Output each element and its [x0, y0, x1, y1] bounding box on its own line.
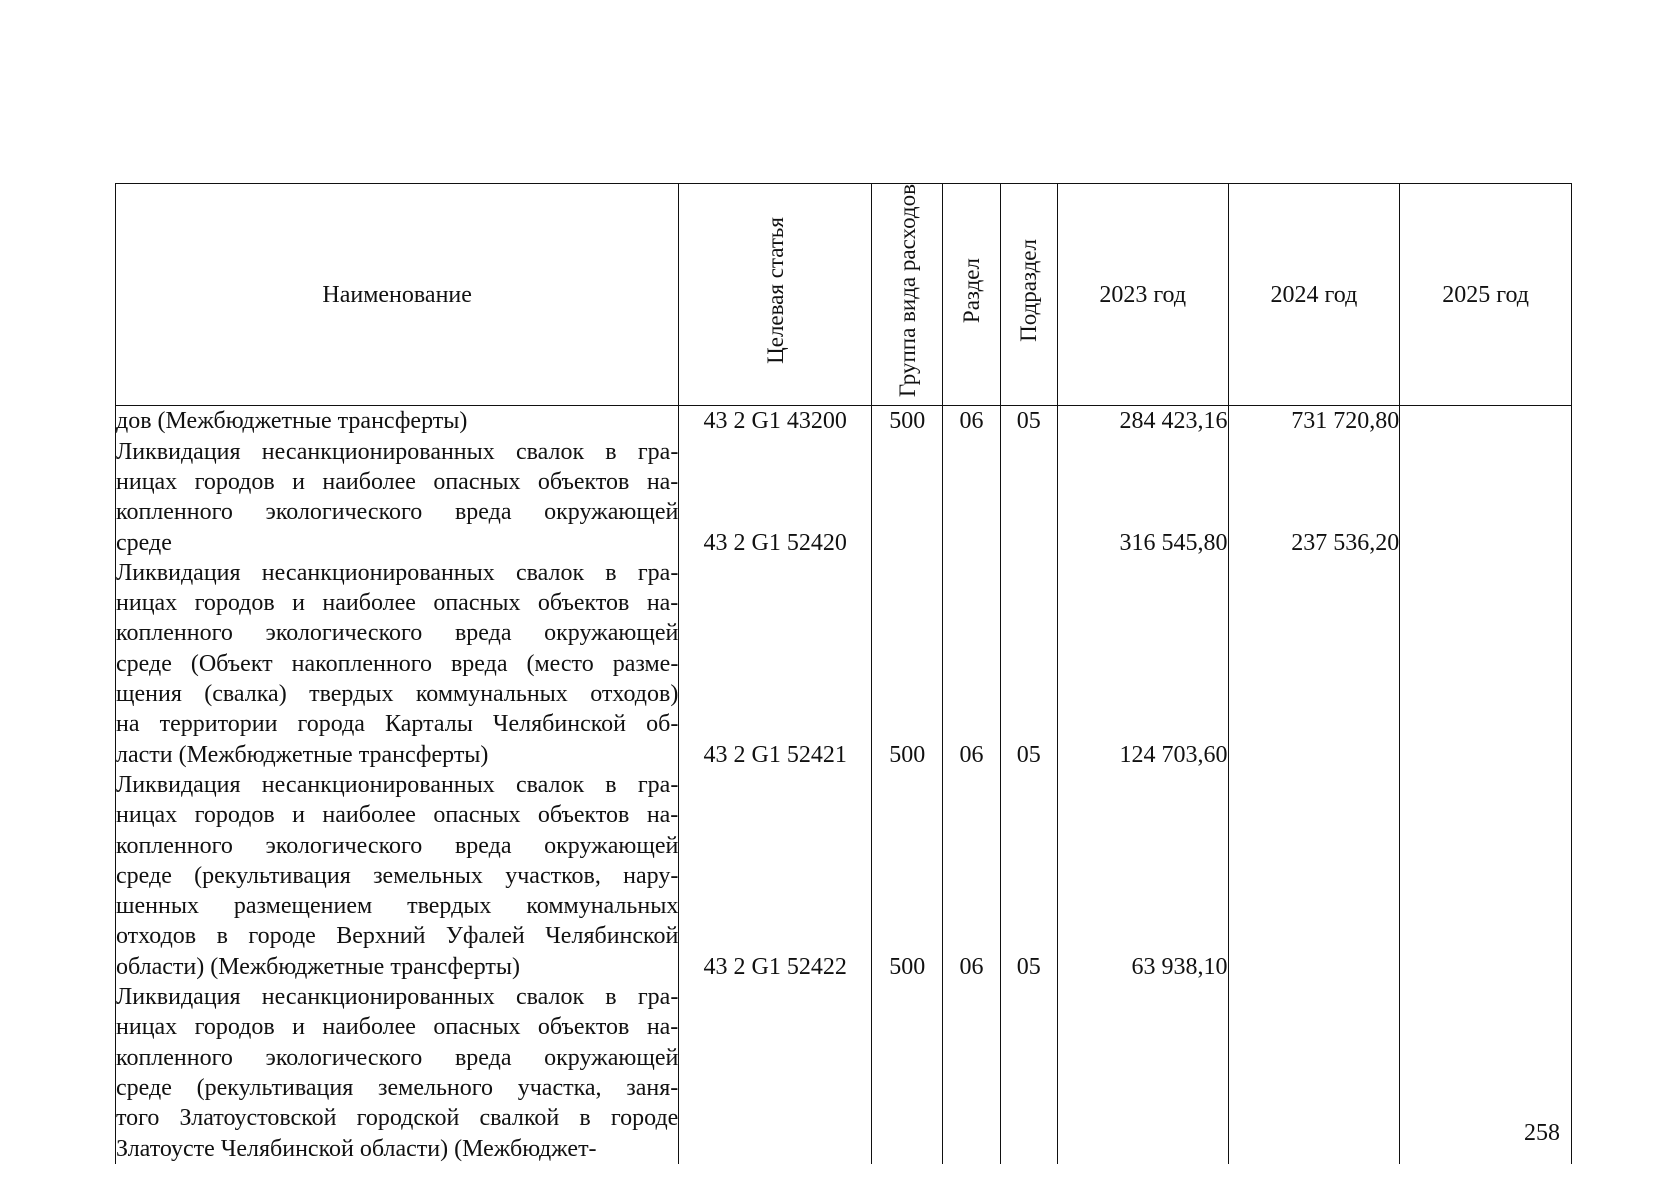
- header-year-2024: 2024 год: [1228, 184, 1400, 406]
- row-subsection: 05: [1000, 770, 1057, 982]
- row-expense-group: 500: [872, 558, 943, 770]
- header-section: Раздел: [943, 184, 1000, 406]
- row-name-line: ницах городов и наиболее опасных объектов на-: [116, 1014, 679, 1041]
- row-amount-2025: [1400, 770, 1572, 982]
- row-target-article: 43 2 G1 52420: [679, 437, 872, 558]
- row-section: 06: [943, 558, 1000, 770]
- row-name-line: среде (Объект накопленного вреда (место разме-: [116, 650, 679, 677]
- row-name-line: шенных размещением твердых коммунальных: [116, 893, 679, 920]
- row-name-line: копленного экологического вреда окружающей: [116, 499, 679, 526]
- row-name-line: среде (рекультивация земельного участка, заня-: [116, 1074, 679, 1101]
- row-name: [116, 437, 679, 558]
- row-subsection: [1000, 982, 1057, 1164]
- row-name-line: среде: [116, 529, 172, 556]
- row-name-line: ласти (Межбюджетные трансферты): [116, 741, 489, 768]
- row-expense-group: [872, 437, 943, 558]
- row-name-line: области) (Межбюджетные трансферты): [116, 953, 521, 980]
- row-name: [116, 406, 679, 437]
- table-row: [116, 406, 1572, 437]
- row-name-line: на территории города Карталы Челябинской об-: [116, 711, 679, 738]
- row-name-line: Златоусте Челябинской области) (Межбюджет-: [116, 1135, 597, 1162]
- row-section: [943, 437, 1000, 558]
- row-name-line: среде (рекультивация земельных участков, нару-: [116, 862, 679, 889]
- row-target-article: 43 2 G1 52422: [679, 770, 872, 982]
- row-subsection: 05: [1000, 558, 1057, 770]
- row-amount-2025: [1400, 437, 1572, 558]
- table-row: [116, 558, 1572, 770]
- row-name-line: Ликвидация несанкционированных свалок в гра-: [116, 771, 679, 798]
- row-name-line: отходов в городе Верхний Уфалей Челябинской: [116, 923, 679, 950]
- row-amount-2024: [1228, 982, 1400, 1164]
- row-section: [943, 982, 1000, 1164]
- row-subsection: 05: [1000, 406, 1057, 437]
- row-name-line: Ликвидация несанкционированных свалок в гра-: [116, 438, 679, 465]
- row-name: [116, 558, 679, 770]
- row-amount-2023: 316 545,80: [1057, 437, 1228, 558]
- row-name-line: ницах городов и наиболее опасных объектов на-: [116, 802, 679, 829]
- row-section: 06: [943, 770, 1000, 982]
- row-amount-2025: [1400, 406, 1572, 437]
- row-name-line: щения (свалка) твердых коммунальных отходов): [116, 681, 679, 708]
- row-expense-group: 500: [872, 770, 943, 982]
- row-subsection: [1000, 437, 1057, 558]
- row-name-line: копленного экологического вреда окружающей: [116, 620, 679, 647]
- table-row: [116, 770, 1572, 982]
- row-name-line: Ликвидация несанкционированных свалок в гра-: [116, 559, 679, 586]
- header-expense-group: Группа вида расходов: [872, 184, 943, 406]
- row-amount-2024: 731 720,80: [1228, 406, 1400, 437]
- row-name-line: ницах городов и наиболее опасных объектов на-: [116, 468, 679, 495]
- header-year-2025: 2025 год: [1400, 184, 1572, 406]
- header-name: Наименование: [116, 184, 679, 406]
- row-amount-2024: [1228, 770, 1400, 982]
- row-name: [116, 982, 679, 1164]
- header-year-2023: 2023 год: [1057, 184, 1228, 406]
- row-expense-group: 500: [872, 406, 943, 437]
- row-name-line: дов (Межбюджетные трансферты): [116, 408, 468, 435]
- row-name-line: копленного экологического вреда окружающей: [116, 832, 679, 859]
- table-row: [116, 982, 1572, 1164]
- page-number: 258: [1524, 1120, 1560, 1146]
- row-amount-2023: [1057, 982, 1228, 1164]
- budget-table: [115, 183, 1572, 1164]
- row-amount-2023: 284 423,16: [1057, 406, 1228, 437]
- row-name-line: того Златоустовской городской свалкой в городе: [116, 1105, 679, 1132]
- header-subsection: Подраздел: [1000, 184, 1057, 406]
- row-target-article: 43 2 G1 43200: [679, 406, 872, 437]
- header-target-article: Целевая статья: [679, 184, 872, 406]
- row-amount-2023: 63 938,10: [1057, 770, 1228, 982]
- row-amount-2025: [1400, 558, 1572, 770]
- row-name: [116, 770, 679, 982]
- row-name-line: ницах городов и наиболее опасных объектов на-: [116, 590, 679, 617]
- row-amount-2024: 237 536,20: [1228, 437, 1400, 558]
- row-section: 06: [943, 406, 1000, 437]
- row-target-article: 43 2 G1 52421: [679, 558, 872, 770]
- table-row: [116, 437, 1572, 558]
- row-amount-2024: [1228, 558, 1400, 770]
- row-name-line: копленного экологического вреда окружающей: [116, 1044, 679, 1071]
- table-header-row: [116, 184, 1572, 406]
- row-expense-group: [872, 982, 943, 1164]
- row-amount-2023: 124 703,60: [1057, 558, 1228, 770]
- row-target-article: [679, 982, 872, 1164]
- row-name-line: Ликвидация несанкционированных свалок в гра-: [116, 984, 679, 1011]
